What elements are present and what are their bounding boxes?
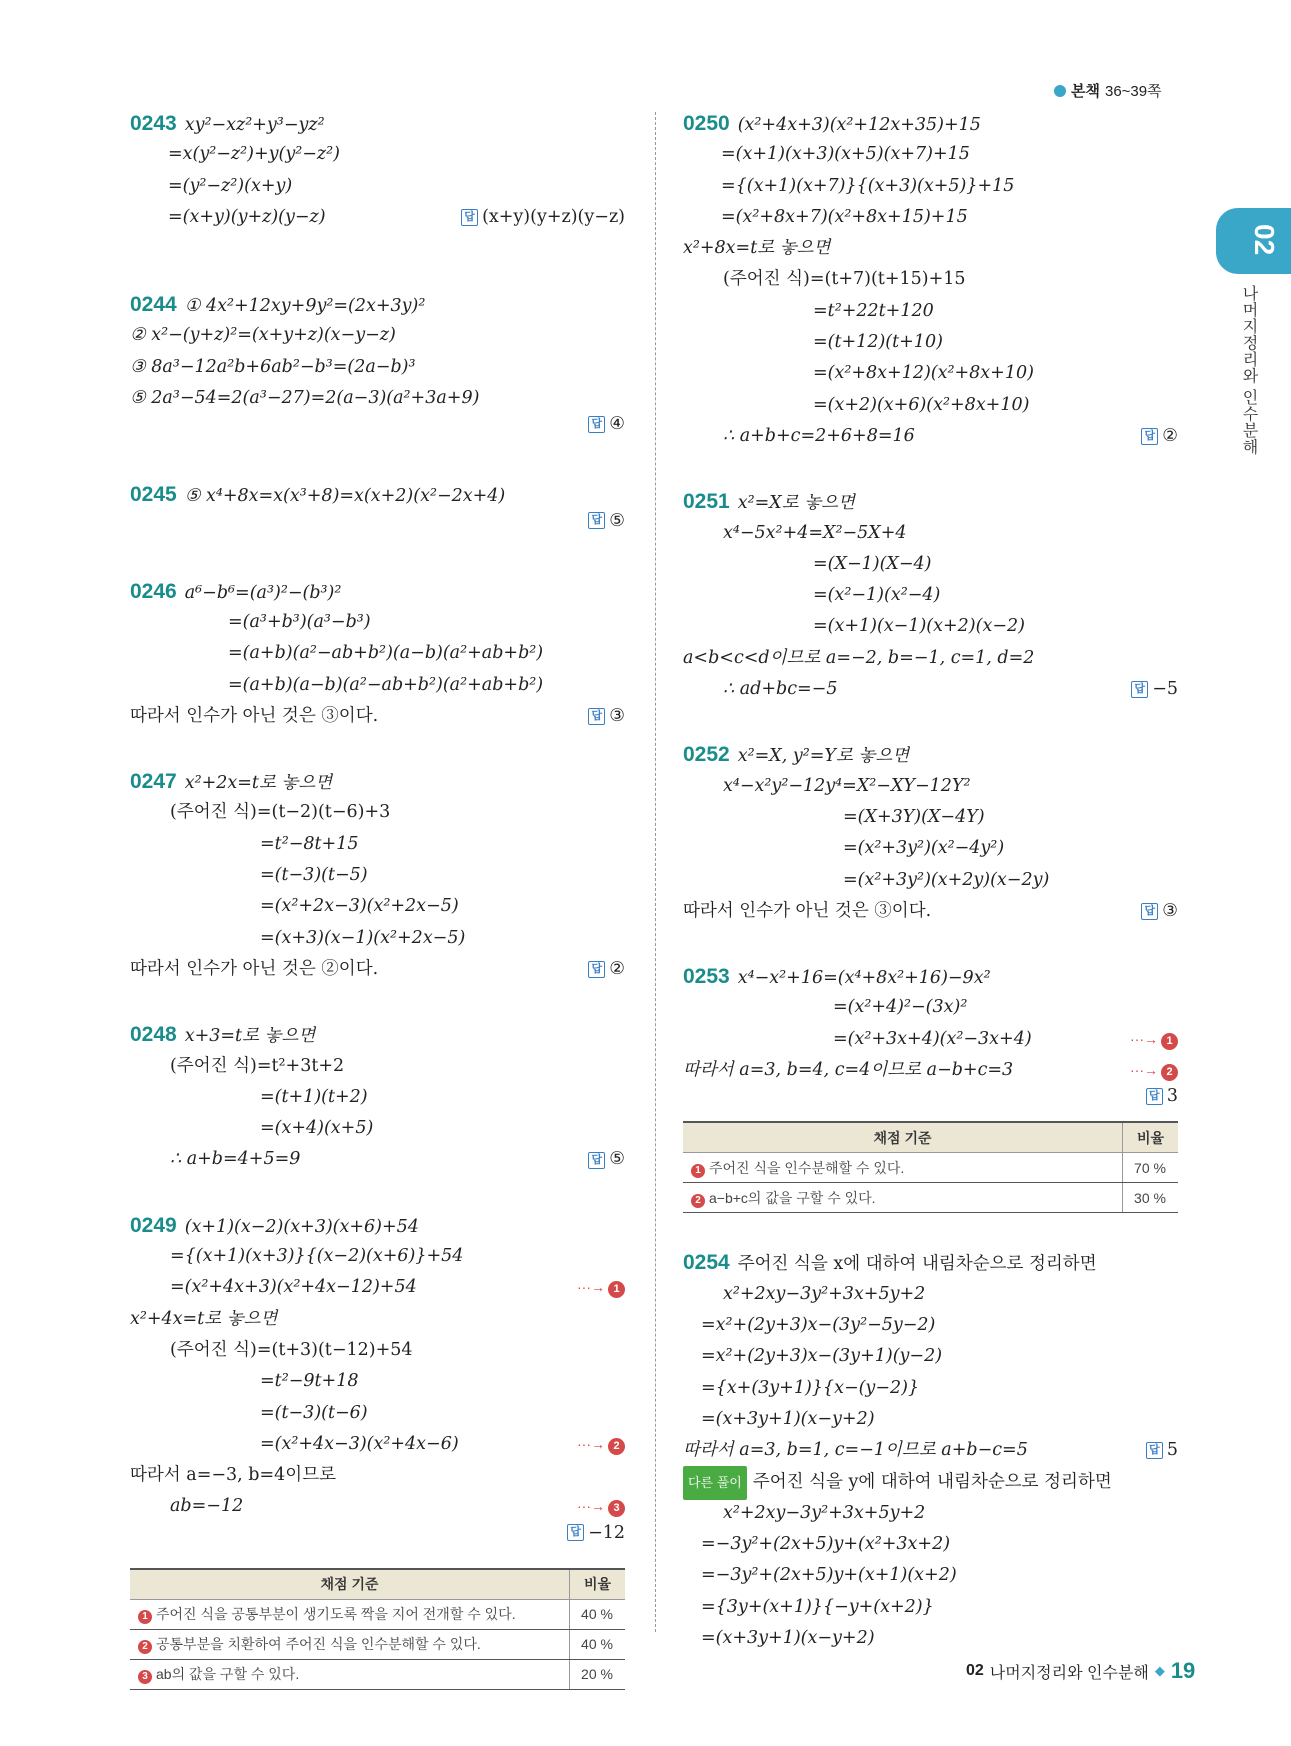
footer-chapter: 02 [966, 1662, 984, 1679]
answer [588, 511, 625, 531]
solution-line: =(x²+3x+4)(x²−3x+4) [833, 1028, 1032, 1049]
solution-line: (주어진 식)=(t−2)(t−6)+3 [170, 802, 391, 823]
step-marker-2: ···→ 2 [1130, 1055, 1178, 1086]
answer-icon: 답 [588, 1152, 605, 1169]
answer [1131, 674, 1178, 705]
problem-number: 0251 [683, 490, 730, 514]
solution-line: ⑤ x⁴+8x=x(x³+8)=x(x+2)(x²−2x+4) [184, 486, 506, 507]
solution-line: =(x²+4)²−(3x)² [833, 997, 968, 1018]
solution-line: =(x²+3y²)(x²−4y²) [843, 838, 1005, 859]
solution-line: x+3=t로 놓으면 [184, 1026, 316, 1047]
solution-line: =(x²+8x+7)(x²+8x+15)+15 [721, 206, 968, 227]
solution-line: =x(y²−z²)+y(y²−z²) [168, 144, 340, 165]
problem-number: 0246 [130, 579, 177, 603]
solution-line: x²+2xy−3y²+3x+5y+2 [723, 1283, 926, 1304]
solution-line: =(x+2)(x+6)(x²+8x+10) [813, 394, 1030, 415]
solution-line: x⁴−x²+16=(x⁴+8x²+16)−9x² [737, 968, 991, 989]
table-row: 3 ab의 값을 구할 수 있다. 20 % [130, 1659, 625, 1689]
solution-line: ③ 8a³−12a²b+6ab²−b³=(2a−b)³ [130, 356, 416, 377]
table-row: 2 a−b+c의 값을 구할 수 있다. 30 % [683, 1183, 1178, 1213]
right-column [683, 108, 1178, 1688]
solution-line: =(x²+3y²)(x+2y)(x−2y) [843, 869, 1050, 890]
answer [567, 1523, 625, 1543]
solution-line: ={(x+1)(x+3)}{(x−2)(x+6)}+54 [170, 1246, 464, 1267]
answer-icon: 답 [1131, 681, 1148, 698]
answer [461, 202, 625, 233]
solution-line: (x²+4x+3)(x²+12x+35)+15 [737, 115, 981, 135]
table-row: 2 공통부분을 치환하여 주어진 식을 인수분해할 수 있다. 40 % [130, 1629, 625, 1659]
alternative-solution-badge: 다른 풀이 [683, 1466, 747, 1499]
solution-line: =(t+12)(t+10) [813, 332, 943, 353]
table-row: 1 주어진 식을 공통부분이 생기도록 짝을 지어 전개할 수 있다. 40 % [130, 1599, 625, 1629]
reference-pages [1054, 80, 1162, 101]
solution-line: =(x²+8x+12)(x²+8x+10) [813, 363, 1034, 384]
solution-line: =(t+1)(t+2) [260, 1086, 368, 1107]
problem-0248 [130, 1019, 625, 1175]
solution-line: =(a+b)(a²−ab+b²)(a−b)(a²+ab+b²) [228, 643, 544, 664]
problem-number: 0247 [130, 770, 177, 794]
solution-line: ab=−12 [170, 1496, 244, 1517]
answer [588, 414, 625, 434]
table-row: 1 주어진 식을 인수분해할 수 있다. 70 % [683, 1153, 1178, 1183]
answer-value: ② [609, 958, 625, 979]
page-number: 19 [1170, 1658, 1196, 1683]
solution-line: ② x²−(y+z)²=(x+y+z)(x−y−z) [130, 325, 396, 346]
step-marker-2: ···→ 2 [577, 1429, 625, 1460]
answer [1146, 1086, 1178, 1106]
solution-line: =(a³+b³)(a³−b³) [228, 611, 371, 632]
problem-0243 [130, 108, 625, 233]
table-header-ratio: 비율 [570, 1569, 626, 1600]
answer-value: (x+y)(y+z)(y−z) [482, 206, 625, 227]
reference-dot-icon [1054, 85, 1066, 97]
solution-line: =−3y²+(2x+5)y+(x+1)(x+2) [701, 1565, 957, 1586]
problem-0253 [683, 961, 1178, 1213]
step-marker-3: ···→ 3 [577, 1491, 625, 1522]
step-marker-1: ···→ 1 [1130, 1024, 1178, 1055]
problem-0245 [130, 479, 625, 541]
solution-line: 주어진 식을 y에 대하여 내림차순으로 정리하면 [752, 1472, 1112, 1493]
page-footer [966, 1658, 1195, 1684]
solution-line: 따라서 a=3, b=4, c=4이므로 a−b+c=3 [683, 1060, 1014, 1081]
solution-line: x²=X, y²=Y로 놓으면 [737, 746, 910, 767]
solution-line: (주어진 식)=(t+3)(t−12)+54 [170, 1339, 413, 1360]
answer [1146, 1435, 1178, 1466]
answer-value: ④ [609, 414, 625, 435]
solution-line: ① 4x²+12xy+9y²=(2x+3y)² [184, 296, 426, 317]
answer-icon: 답 [1141, 428, 1158, 445]
solution-line: =(x²+4x−3)(x²+4x−6) [260, 1433, 459, 1454]
solution-line: =(x+3)(x−1)(x²+2x−5) [260, 927, 466, 948]
conclusion-line: 따라서 인수가 아닌 것은 ②이다. [130, 958, 379, 979]
solution-line: (x+1)(x−2)(x+3)(x+6)+54 [184, 1216, 419, 1237]
solution-line: x²+2x=t로 놓으면 [184, 773, 333, 794]
problem-number: 0244 [130, 293, 177, 317]
solution-line: x²=X로 놓으면 [737, 493, 855, 514]
answer-value: ⑤ [609, 1149, 625, 1170]
reference-page-range: 36~39쪽 [1104, 83, 1162, 100]
answer-icon: 답 [461, 209, 478, 226]
table-header-ratio: 비율 [1123, 1122, 1179, 1153]
problem-0244 [130, 289, 625, 445]
solution-line: =(x+3y+1)(x−y+2) [701, 1408, 875, 1429]
solution-line: 따라서 a=−3, b=4이므로 [130, 1465, 337, 1486]
solution-line: ={x+(3y+1)}{x−(y−2)} [701, 1377, 920, 1398]
solution-line: =x²+(2y+3)x−(3y+1)(y−2) [701, 1346, 943, 1367]
reference-label: 본책 [1071, 83, 1100, 100]
solution-line: xy²−xz²+y³−yz² [184, 115, 325, 135]
problem-number: 0250 [683, 112, 730, 135]
answer-icon: 답 [1141, 903, 1158, 920]
solution-line: =x²+(2y+3)x−(3y²−5y−2) [701, 1314, 936, 1335]
problem-number: 0248 [130, 1023, 177, 1047]
solution-line: a<b<c<d이므로 a=−2, b=−1, c=1, d=2 [683, 647, 1035, 668]
answer-icon: 답 [588, 512, 605, 529]
conclusion-line: 따라서 인수가 아닌 것은 ③이다. [130, 705, 379, 726]
solution-line: =(t−3)(t−6) [260, 1402, 368, 1423]
answer [1141, 421, 1178, 452]
solution-line: =(X+3Y)(X−4Y) [843, 806, 985, 827]
solution-line: =(x²+4x+3)(x²+4x−12)+54 [170, 1277, 417, 1298]
answer-value: ⑤ [609, 510, 625, 531]
solution-line: =t²−8t+15 [260, 833, 359, 854]
left-column [130, 108, 625, 1724]
problem-0249 [130, 1210, 625, 1690]
problem-0246 [130, 576, 625, 732]
answer [588, 701, 625, 732]
answer-value: −12 [588, 1522, 625, 1543]
problem-number: 0253 [683, 965, 730, 989]
answer-value: 3 [1166, 1086, 1178, 1107]
grading-table-0249 [130, 1568, 625, 1690]
solution-line: =(x+4)(x+5) [260, 1118, 374, 1139]
solution-line: ={(x+1)(x+7)}{(x+3)(x+5)}+15 [721, 175, 1015, 196]
answer-value: ③ [609, 705, 625, 726]
solution-line: x²+8x=t로 놓으면 [683, 238, 831, 259]
solution-line: ⑤ 2a³−54=2(a³−27)=2(a−3)(a²+3a+9) [130, 388, 480, 409]
solution-line: =t²+22t+120 [813, 300, 934, 321]
problem-0251 [683, 486, 1178, 705]
answer-icon: 답 [588, 961, 605, 978]
answer-icon: 답 [1146, 1088, 1163, 1105]
solution-line: =t²−9t+18 [260, 1371, 359, 1392]
table-header-criteria: 채점 기준 [130, 1569, 570, 1600]
step-marker-1: ···→ 1 [577, 1272, 625, 1303]
conclusion-line: 따라서 인수가 아닌 것은 ③이다. [683, 900, 932, 921]
problem-0254 [683, 1247, 1178, 1654]
solution-line: (주어진 식)=t²+3t+2 [170, 1055, 345, 1076]
solution-line: ∴ a+b+c=2+6+8=16 [723, 425, 915, 446]
solution-line: x⁴−x²y²−12y⁴=X²−XY−12Y² [723, 775, 971, 796]
answer-icon: 답 [567, 1524, 584, 1541]
table-header-criteria: 채점 기준 [683, 1122, 1123, 1153]
solution-line: =(X−1)(X−4) [813, 553, 932, 574]
solution-line: ∴ a+b=4+5=9 [170, 1149, 301, 1170]
solution-line: 주어진 식을 x에 대하여 내림차순으로 정리하면 [737, 1254, 1097, 1275]
solution-line: x²+2xy−3y²+3x+5y+2 [723, 1502, 926, 1523]
problem-0247 [130, 766, 625, 985]
chapter-side-title: 나머지정리와 인수분해 [1240, 285, 1257, 455]
answer [588, 1144, 625, 1175]
solution-line: ∴ ad+bc=−5 [723, 679, 838, 700]
answer-value: ② [1162, 425, 1178, 446]
answer-value: 5 [1166, 1440, 1178, 1461]
solution-line: 따라서 a=3, b=1, c=−1이므로 a+b−c=5 [683, 1440, 1028, 1461]
answer-icon: 답 [1146, 1442, 1163, 1459]
solution-line: =(x+3y+1)(x−y+2) [701, 1627, 875, 1648]
diamond-icon: ◆ [1154, 1663, 1165, 1678]
problem-0252 [683, 739, 1178, 927]
solution-line: (주어진 식)=(t+7)(t+15)+15 [723, 269, 966, 290]
solution-line: =−3y²+(2x+5)y+(x²+3x+2) [701, 1533, 951, 1554]
grading-table-0253 [683, 1121, 1178, 1213]
answer-icon: 답 [588, 708, 605, 725]
chapter-tab-number: 02 [1249, 224, 1280, 256]
answer [588, 954, 625, 985]
chapter-tab [1216, 208, 1291, 274]
solution-line: ={3y+(x+1)}{−y+(x+2)} [701, 1596, 934, 1617]
answer-value: −5 [1152, 679, 1178, 700]
problem-0250 [683, 108, 1178, 452]
solution-line: =(x+1)(x−1)(x+2)(x−2) [813, 616, 1025, 637]
solution-line: =(y²−z²)(x+y) [168, 175, 293, 196]
answer [1141, 896, 1178, 927]
solution-line: a⁶−b⁶=(a³)²−(b³)² [184, 582, 342, 603]
problem-number: 0249 [130, 1213, 177, 1237]
problem-number: 0252 [683, 743, 730, 767]
problem-number: 0243 [130, 112, 177, 135]
answer-value: ③ [1162, 900, 1178, 921]
answer-icon: 답 [588, 416, 605, 433]
column-divider [655, 112, 656, 1632]
solution-line: =(a+b)(a−b)(a²−ab+b²)(a²+ab+b²) [228, 674, 544, 695]
solution-line: =(x²+2x−3)(x²+2x−5) [260, 896, 459, 917]
solution-line: =(x²−1)(x²−4) [813, 585, 941, 606]
problem-number: 0254 [683, 1251, 730, 1275]
problem-number: 0245 [130, 483, 177, 507]
solution-line: x⁴−5x²+4=X²−5X+4 [723, 522, 907, 543]
footer-title: 나머지정리와 인수분해 [989, 1664, 1149, 1682]
solution-line: =(x+y)(y+z)(y−z) [168, 206, 326, 227]
solution-line: =(t−3)(t−5) [260, 865, 368, 886]
solution-line: =(x+1)(x+3)(x+5)(x+7)+15 [721, 144, 970, 165]
solution-line: x²+4x=t로 놓으면 [130, 1308, 278, 1329]
